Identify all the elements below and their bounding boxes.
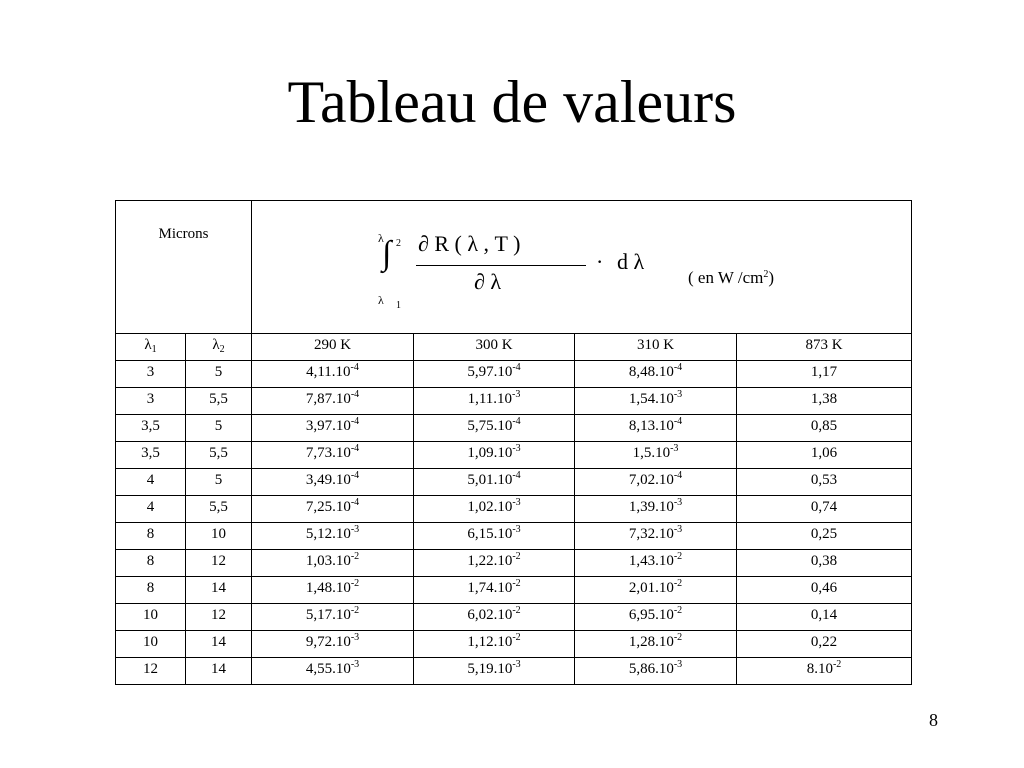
temp-header-290: 290 K: [252, 334, 414, 361]
lambda1-header: $\lambda_1$: [116, 334, 186, 361]
value-310k-cell: $1,54.10^{-3}$: [575, 388, 737, 415]
value-310k-cell: $8,13.10^{-4}$: [575, 415, 737, 442]
value-310k-cell: $7,02.10^{-4}$: [575, 469, 737, 496]
lower-limit-symbol: λ: [378, 293, 384, 307]
value-873k-cell: $8.10^{-2}$: [737, 658, 912, 685]
lambda2-cell: 14: [186, 658, 252, 685]
value-310k-cell: $6,95.10^{-2}$: [575, 604, 737, 631]
lower-limit-index: 1: [396, 300, 401, 311]
formula-header-row: [116, 201, 912, 334]
lambda1-cell: 10: [116, 604, 186, 631]
lambda2-cell: 10: [186, 523, 252, 550]
table-row: [116, 415, 912, 442]
table-row: [116, 550, 912, 577]
lambda2-cell: 12: [186, 604, 252, 631]
value-290k-cell: $4,55.10^{-3}$: [252, 658, 414, 685]
value-290k-cell: $4,11.10^{-4}$: [252, 361, 414, 388]
lambda1-cell: 3,5: [116, 442, 186, 469]
formula-differential: d λ: [617, 249, 645, 274]
table-row: [116, 577, 912, 604]
upper-limit-index: 2: [396, 238, 401, 249]
lambda1-cell: 8: [116, 523, 186, 550]
value-873k-cell: 0,74: [737, 496, 912, 523]
value-310k-cell: $1,5.10^{-3}$: [575, 442, 737, 469]
table-row: [116, 631, 912, 658]
value-873k-cell: 0,46: [737, 577, 912, 604]
microns-header: Microns: [116, 201, 252, 334]
upper-limit-symbol: λ: [378, 231, 384, 245]
lambda1-cell: 4: [116, 469, 186, 496]
value-873k-cell: 1,06: [737, 442, 912, 469]
value-873k-cell: 0,38: [737, 550, 912, 577]
value-290k-cell: $7,73.10^{-4}$: [252, 442, 414, 469]
table-row: [116, 604, 912, 631]
value-873k-cell: 0,53: [737, 469, 912, 496]
integral-formula: [252, 201, 911, 333]
value-290k-cell: $1,48.10^{-2}$: [252, 577, 414, 604]
value-873k-cell: 1,17: [737, 361, 912, 388]
values-table: [115, 200, 912, 685]
value-290k-cell: $1,03.10^{-2}$: [252, 550, 414, 577]
lambda2-cell: 5,5: [186, 388, 252, 415]
formula-unit: ( en W $/cm^2$): [688, 268, 775, 287]
value-300k-cell: $5,01.10^{-4}$: [414, 469, 575, 496]
temp-header-310: 310 K: [575, 334, 737, 361]
formula-header: [252, 201, 912, 334]
value-290k-cell: $5,17.10^{-2}$: [252, 604, 414, 631]
value-873k-cell: 0,14: [737, 604, 912, 631]
value-873k-cell: 0,25: [737, 523, 912, 550]
value-290k-cell: $7,87.10^{-4}$: [252, 388, 414, 415]
formula-dot: ·: [596, 249, 604, 274]
value-300k-cell: $1,12.10^{-2}$: [414, 631, 575, 658]
lambda2-cell: 14: [186, 631, 252, 658]
value-300k-cell: $1,74.10^{-2}$: [414, 577, 575, 604]
temp-header-300: 300 K: [414, 334, 575, 361]
lambda2-cell: 5: [186, 415, 252, 442]
lambda1-cell: 8: [116, 577, 186, 604]
lambda2-cell: 14: [186, 577, 252, 604]
table-row: [116, 442, 912, 469]
lambda1-cell: 12: [116, 658, 186, 685]
value-290k-cell: $3,49.10^{-4}$: [252, 469, 414, 496]
column-header-row: [116, 334, 912, 361]
value-300k-cell: $1,02.10^{-3}$: [414, 496, 575, 523]
lambda2-header: $\lambda_2$: [186, 334, 252, 361]
value-300k-cell: $1,11.10^{-3}$: [414, 388, 575, 415]
lambda2-cell: 12: [186, 550, 252, 577]
lambda2-cell: 5: [186, 361, 252, 388]
table-row: [116, 658, 912, 685]
fraction-bar: [416, 265, 586, 266]
lambda1-cell: 8: [116, 550, 186, 577]
value-290k-cell: $3,97.10^{-4}$: [252, 415, 414, 442]
value-300k-cell: $6,02.10^{-2}$: [414, 604, 575, 631]
lambda1-cell: 4: [116, 496, 186, 523]
lambda1-cell: 3: [116, 388, 186, 415]
value-310k-cell: $8,48.10^{-4}$: [575, 361, 737, 388]
lambda2-cell: 5,5: [186, 442, 252, 469]
table-row: [116, 469, 912, 496]
lambda1-cell: 3: [116, 361, 186, 388]
table-row: [116, 388, 912, 415]
value-310k-cell: $7,32.10^{-3}$: [575, 523, 737, 550]
formula-numerator: ∂ R ( λ , T ): [418, 231, 521, 256]
table-row: [116, 361, 912, 388]
value-310k-cell: $1,28.10^{-2}$: [575, 631, 737, 658]
value-300k-cell: $5,75.10^{-4}$: [414, 415, 575, 442]
value-300k-cell: $1,09.10^{-3}$: [414, 442, 575, 469]
value-290k-cell: $9,72.10^{-3}$: [252, 631, 414, 658]
value-290k-cell: $7,25.10^{-4}$: [252, 496, 414, 523]
lambda2-cell: 5: [186, 469, 252, 496]
temp-header-873: 873 K: [737, 334, 912, 361]
formula-denominator: ∂ λ: [474, 269, 502, 294]
value-300k-cell: $6,15.10^{-3}$: [414, 523, 575, 550]
value-873k-cell: 0,22: [737, 631, 912, 658]
value-310k-cell: $2,01.10^{-2}$: [575, 577, 737, 604]
page-number: 8: [929, 710, 938, 730]
value-873k-cell: 0,85: [737, 415, 912, 442]
lambda1-cell: 3,5: [116, 415, 186, 442]
table-row: [116, 523, 912, 550]
table-row: [116, 496, 912, 523]
integral-sign: ∫: [382, 235, 392, 272]
value-310k-cell: $1,39.10^{-3}$: [575, 496, 737, 523]
value-290k-cell: $5,12.10^{-3}$: [252, 523, 414, 550]
value-300k-cell: $5,97.10^{-4}$: [414, 361, 575, 388]
value-310k-cell: $1,43.10^{-2}$: [575, 550, 737, 577]
value-873k-cell: 1,38: [737, 388, 912, 415]
value-300k-cell: $1,22.10^{-2}$: [414, 550, 575, 577]
lambda2-cell: 5,5: [186, 496, 252, 523]
slide-title: Tableau de valeurs: [287, 69, 737, 135]
value-310k-cell: $5,86.10^{-3}$: [575, 658, 737, 685]
value-300k-cell: $5,19.10^{-3}$: [414, 658, 575, 685]
lambda1-cell: 10: [116, 631, 186, 658]
